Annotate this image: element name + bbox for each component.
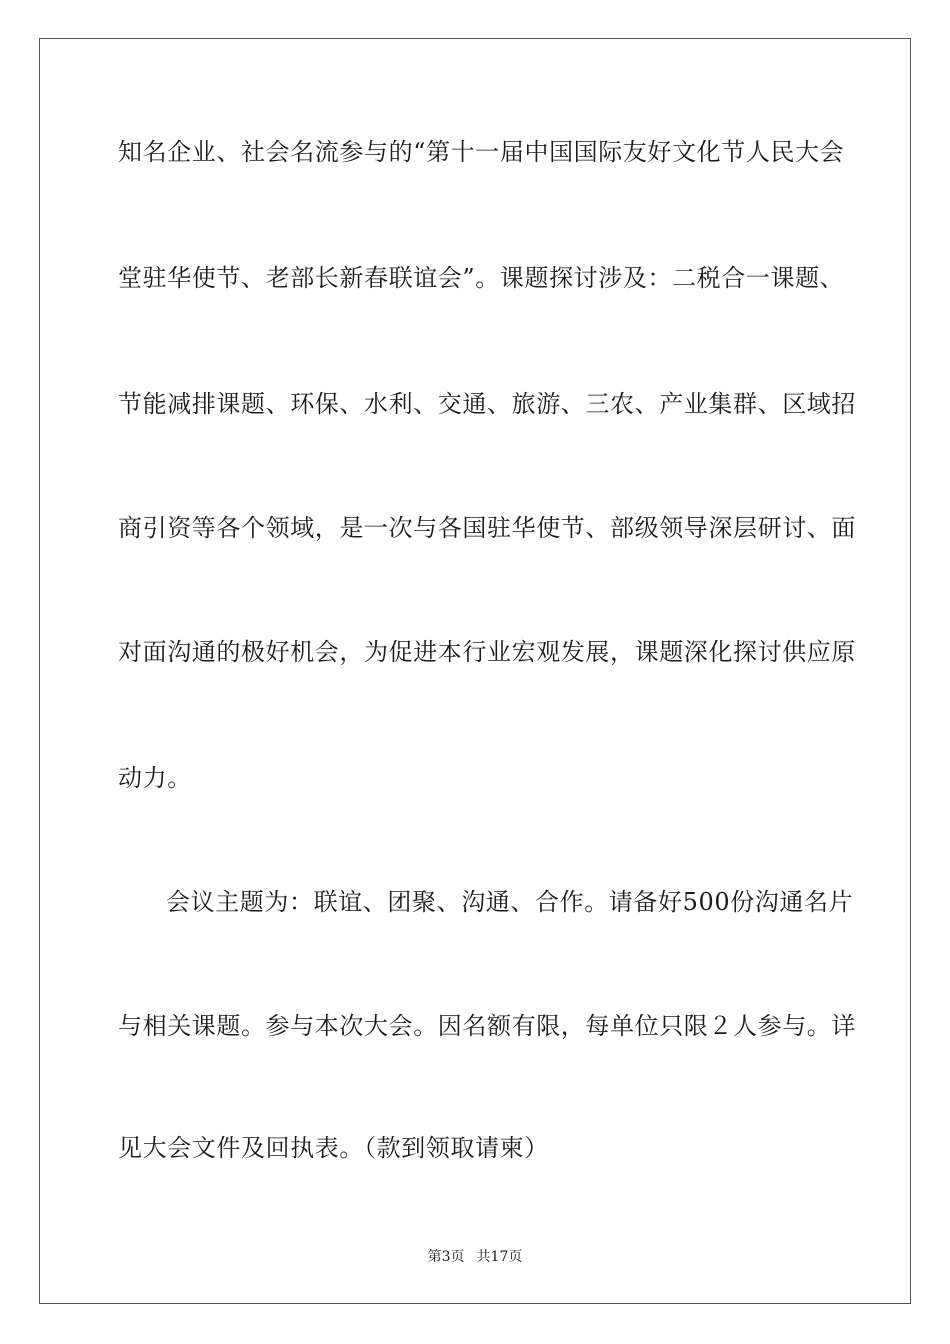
page-footer — [0, 1248, 950, 1266]
paragraph-line: 动力。 — [118, 764, 192, 792]
page-frame — [39, 38, 911, 1304]
paragraph-line: 见大会文件及回执表。（款到领取请柬） — [118, 1134, 549, 1162]
paragraph-line: 堂驻华使节、老部长新春联谊会”。课题探讨涉及：二税合一课题、 — [118, 264, 845, 292]
paragraph-line: 对面沟通的极好机会，为促进本行业宏观发展，课题深化探讨供应原 — [118, 638, 856, 666]
paragraph-line: 节能减排课题、环保、水利、交通、旅游、三农、产业集群、区域招 — [118, 390, 856, 418]
page-total: 共17页 — [476, 1249, 523, 1265]
paragraph-line: 知名企业、社会名流参与的“第十一届中国国际友好文化节人民大会 — [118, 138, 845, 166]
paragraph-line: 会议主题为：联谊、团聚、沟通、合作。请备好500份沟通名片 — [166, 888, 854, 916]
paragraph-line: 商引资等各个领域，是一次与各国驻华使节、部级领导深层研讨、面 — [118, 514, 856, 542]
paragraph-line: 与相关课题。参与本次大会。因名额有限，每单位只限２人参与。详 — [118, 1012, 856, 1040]
page-number: 第3页 — [427, 1249, 465, 1265]
